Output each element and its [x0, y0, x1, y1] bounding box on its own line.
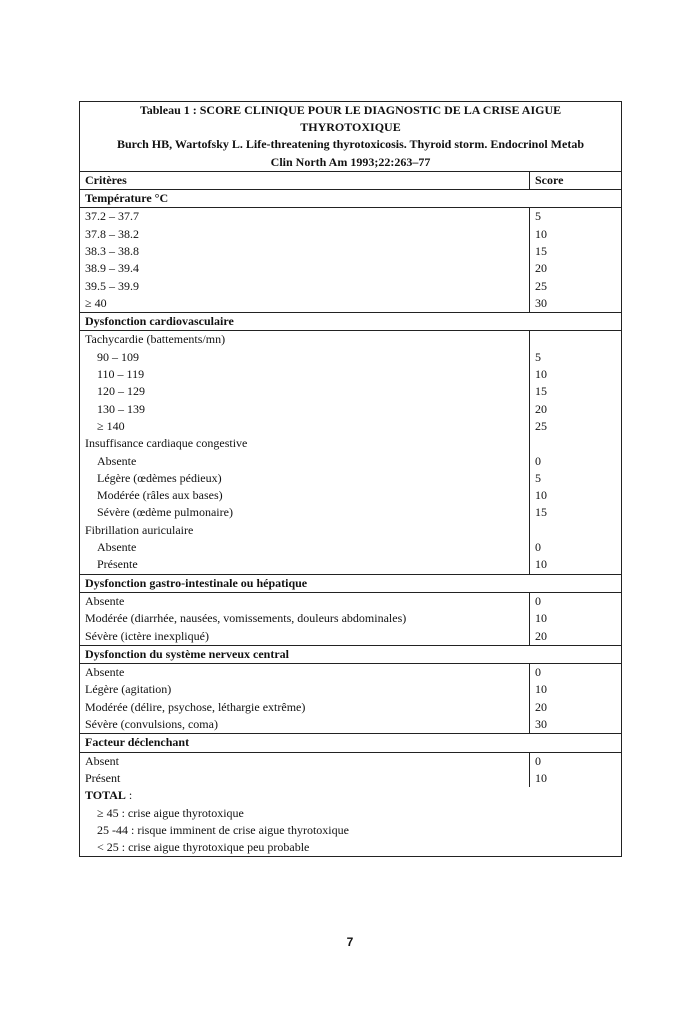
criteria-label: ≥ 140 — [97, 418, 125, 433]
score-value: 25 — [535, 278, 547, 293]
total-block — [80, 787, 621, 856]
page-number: 7 — [346, 935, 354, 949]
criteria-label: Modérée (râles aux bases) — [97, 488, 223, 503]
criteria-label: 39.5 – 39.9 — [85, 278, 139, 293]
section-body — [80, 208, 621, 313]
criteria-cell — [80, 208, 530, 312]
criteria-label: 120 – 129 — [97, 384, 145, 399]
criteria-label: 130 – 139 — [97, 401, 145, 416]
criteria-label: Tachycardie (battements/mn) — [85, 332, 226, 347]
title-line: THYROTOXIQUE — [300, 120, 401, 135]
score-value: 0 — [535, 753, 541, 768]
criteria-cell — [80, 331, 530, 573]
criteria-label: Absente — [85, 665, 125, 680]
total-suffix: : — [125, 788, 133, 803]
criteria-label: 37.8 – 38.2 — [85, 226, 139, 241]
citation-line: Burch HB, Wartofsky L. Life-threatening thyrotoxicosis. Thyroid storm. Endocrinol Metab — [116, 137, 585, 152]
score-value: 0 — [535, 453, 541, 468]
score-value: 15 — [535, 244, 547, 258]
section-body — [80, 753, 621, 788]
score-value — [535, 522, 616, 539]
criteria-label: Présente — [97, 557, 138, 572]
score-value: 30 — [535, 295, 547, 310]
score-value: 10 — [535, 611, 547, 626]
score-value: 0 — [535, 593, 541, 608]
criteria-label: Absent — [85, 753, 119, 768]
criteria-cell — [80, 664, 530, 733]
section-body — [80, 664, 621, 734]
score-value — [535, 435, 616, 452]
header-criteria: Critères — [80, 172, 530, 189]
criteria-label: 38.9 – 39.4 — [85, 261, 139, 276]
criteria-label: ≥ 40 — [85, 295, 107, 310]
criteria-label: Légère (agitation) — [85, 682, 172, 697]
score-cell — [530, 593, 621, 645]
table-title — [80, 102, 621, 172]
criteria-label: 38.3 – 38.8 — [85, 244, 139, 258]
score-value: 20 — [535, 401, 547, 416]
total-label: TOTAL — [85, 788, 126, 803]
score-value — [535, 331, 616, 348]
score-value: 5 — [535, 349, 541, 364]
score-value: 20 — [535, 699, 547, 714]
score-value: 10 — [535, 226, 547, 241]
criteria-cell — [80, 753, 530, 788]
score-cell — [530, 664, 621, 733]
sections — [80, 190, 621, 787]
criteria-cell — [80, 593, 530, 645]
section-body — [80, 593, 621, 646]
score-value: 0 — [535, 540, 541, 555]
score-value: 15 — [535, 384, 547, 399]
criteria-label: Absente — [97, 453, 137, 468]
criteria-label: Sévère (ictère inexpliqué) — [85, 628, 209, 643]
criteria-label: Absente — [85, 593, 125, 608]
score-value: 10 — [535, 488, 547, 503]
criteria-label: Absente — [97, 540, 137, 555]
score-value: 5 — [535, 209, 541, 224]
criteria-label: 37.2 – 37.7 — [85, 209, 139, 224]
total-line: < 25 : crise aigue thyrotoxique peu probable — [97, 840, 310, 855]
score-value: 0 — [535, 665, 541, 680]
total-line: 25 -44 : risque imminent de crise aigue thyrotoxique — [97, 822, 349, 837]
score-value: 30 — [535, 717, 547, 732]
section-header: Facteur déclenchant — [80, 734, 621, 752]
title-line: Tableau 1 : SCORE CLINIQUE POUR LE DIAGNOSTIC DE LA CRISE AIGUE — [139, 103, 562, 117]
criteria-label: Insuffisance cardiaque congestive — [85, 436, 248, 451]
score-value: 10 — [535, 770, 547, 785]
score-cell — [530, 208, 621, 312]
score-value: 10 — [535, 557, 547, 572]
score-value: 5 — [535, 470, 541, 485]
criteria-label: Fibrillation auriculaire — [85, 522, 194, 537]
criteria-label: 110 – 119 — [97, 367, 145, 382]
section-header: Dysfonction cardiovasculaire — [80, 313, 621, 331]
score-cell — [530, 753, 621, 788]
criteria-label: Présent — [85, 770, 121, 785]
score-value: 10 — [535, 682, 547, 697]
criteria-label: Modérée (délire, psychose, léthargie extrême) — [85, 699, 306, 714]
criteria-label: Sévère (œdème pulmonaire) — [97, 505, 233, 520]
score-table — [79, 101, 622, 857]
criteria-label: 90 – 109 — [97, 349, 139, 364]
score-value: 25 — [535, 418, 547, 433]
total-line: ≥ 45 : crise aigue thyrotoxique — [97, 805, 244, 820]
score-value: 20 — [535, 261, 547, 276]
section-header: Dysfonction gastro-intestinale ou hépatique — [80, 575, 621, 593]
score-value: 20 — [535, 628, 547, 643]
criteria-label: Sévère (convulsions, coma) — [85, 717, 218, 732]
header-row — [80, 172, 621, 190]
citation-line: Clin North Am 1993;22:263–77 — [270, 154, 431, 169]
criteria-label: Modérée (diarrhée, nausées, vomissements, douleurs abdominales) — [85, 611, 407, 626]
criteria-label: Légère (œdèmes pédieux) — [97, 470, 222, 485]
score-cell — [530, 331, 621, 573]
header-score: Score — [535, 172, 564, 187]
score-value: 15 — [535, 505, 547, 520]
section-header: Température °C — [80, 190, 621, 208]
section-body — [80, 331, 621, 574]
score-value: 10 — [535, 367, 547, 382]
section-header: Dysfonction du système nerveux central — [80, 646, 621, 664]
